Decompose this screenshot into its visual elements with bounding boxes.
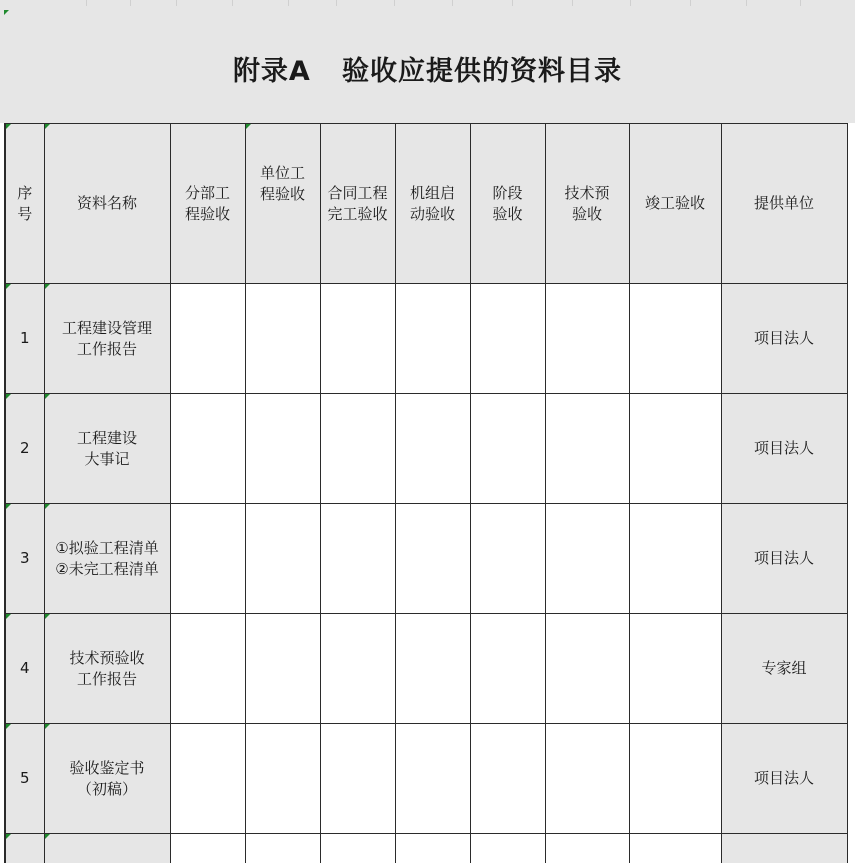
check-cell[interactable]: [245, 614, 320, 724]
header-provider-cell[interactable]: [721, 124, 847, 284]
provider-cell[interactable]: [721, 394, 847, 504]
check-cell[interactable]: [320, 284, 395, 394]
table-row: [5, 724, 847, 834]
check-cell[interactable]: [320, 724, 395, 834]
cell-comment-marker: [45, 724, 50, 729]
document-name: 技术预验收 工作报告: [69, 648, 145, 688]
check-cell[interactable]: [470, 724, 545, 834]
check-cell[interactable]: [470, 284, 545, 394]
check-cell[interactable]: [320, 504, 395, 614]
cell-comment-marker: [6, 124, 11, 129]
header-seq-cell[interactable]: [5, 124, 44, 284]
seq-cell[interactable]: [5, 724, 44, 834]
header-col6-cell[interactable]: [545, 124, 629, 284]
check-cell[interactable]: [545, 284, 629, 394]
table-row: [5, 614, 847, 724]
check-cell[interactable]: [545, 394, 629, 504]
cell-comment-marker: [45, 834, 50, 839]
provider-cell[interactable]: [721, 284, 847, 394]
table-row: [5, 504, 847, 614]
cell-comment-marker: [6, 284, 11, 289]
header-col2-label: 单位工 程验收: [259, 163, 305, 203]
cell-comment-marker: [45, 614, 50, 619]
name-cell[interactable]: [44, 834, 170, 863]
name-cell[interactable]: [44, 614, 170, 724]
cell-comment-marker: [246, 124, 251, 129]
provider-name: 专家组: [761, 659, 807, 677]
cell-comment-marker: [6, 504, 11, 509]
document-name: 验收鉴定书 （初稿）: [69, 758, 145, 798]
seq-number: 5: [19, 769, 30, 787]
header-col4-cell[interactable]: [395, 124, 470, 284]
cell-comment-marker: [45, 394, 50, 399]
seq-number: 3: [19, 549, 30, 567]
check-cell[interactable]: [395, 724, 470, 834]
check-cell[interactable]: [395, 394, 470, 504]
check-cell[interactable]: [395, 504, 470, 614]
seq-cell[interactable]: [5, 834, 44, 863]
cell-comment-marker: [6, 834, 11, 839]
check-cell[interactable]: [629, 394, 721, 504]
check-cell[interactable]: [545, 614, 629, 724]
cell-comment-marker: [45, 124, 50, 129]
seq-cell[interactable]: [5, 394, 44, 504]
check-cell[interactable]: [395, 284, 470, 394]
check-cell[interactable]: [629, 834, 721, 863]
header-col1-cell[interactable]: [170, 124, 245, 284]
name-cell[interactable]: [44, 504, 170, 614]
provider-name: 项目法人: [753, 549, 814, 567]
document-name: 工程建设管理 工作报告: [61, 318, 152, 358]
name-cell[interactable]: [44, 394, 170, 504]
seq-number: 1: [19, 329, 30, 347]
header-col2-cell[interactable]: [245, 124, 320, 284]
provider-cell[interactable]: [721, 504, 847, 614]
header-col7-label: 竣工验收: [644, 194, 705, 212]
header-name-label: 资料名称: [76, 194, 137, 212]
check-cell[interactable]: [170, 394, 245, 504]
header-col6-label: 技术预 验收: [564, 183, 610, 223]
cell-comment-marker: [6, 614, 11, 619]
title-cell[interactable]: [0, 6, 855, 123]
seq-cell[interactable]: [5, 284, 44, 394]
table-row: [5, 394, 847, 504]
check-cell[interactable]: [245, 834, 320, 863]
check-cell[interactable]: [245, 284, 320, 394]
check-cell[interactable]: [629, 614, 721, 724]
check-cell[interactable]: [320, 394, 395, 504]
name-cell[interactable]: [44, 284, 170, 394]
check-cell[interactable]: [395, 834, 470, 863]
check-cell[interactable]: [245, 724, 320, 834]
check-cell[interactable]: [470, 614, 545, 724]
cell-comment-marker: [6, 724, 11, 729]
page-title: 附录A 验收应提供的资料目录: [232, 56, 623, 87]
seq-cell[interactable]: [5, 504, 44, 614]
check-cell[interactable]: [170, 284, 245, 394]
header-col1-label: 分部工 程验收: [184, 183, 230, 223]
check-cell[interactable]: [245, 504, 320, 614]
check-cell[interactable]: [395, 614, 470, 724]
document-name: 工程建设 大事记: [76, 428, 137, 468]
provider-cell[interactable]: [721, 724, 847, 834]
provider-name: 项目法人: [753, 439, 814, 457]
seq-number: 4: [19, 659, 30, 677]
check-cell[interactable]: [170, 614, 245, 724]
cell-comment-marker: [45, 284, 50, 289]
check-cell[interactable]: [320, 614, 395, 724]
check-cell[interactable]: [170, 724, 245, 834]
check-cell[interactable]: [470, 394, 545, 504]
check-cell[interactable]: [470, 504, 545, 614]
provider-cell[interactable]: [721, 614, 847, 724]
provider-name: 项目法人: [753, 769, 814, 787]
check-cell[interactable]: [629, 284, 721, 394]
check-cell[interactable]: [629, 504, 721, 614]
check-cell[interactable]: [170, 504, 245, 614]
document-list-table: [4, 123, 848, 863]
document-name: ①拟验工程清单 ②未完工程清单: [55, 538, 159, 578]
check-cell[interactable]: [545, 834, 629, 863]
check-cell[interactable]: [170, 834, 245, 863]
header-provider-label: 提供单位: [753, 194, 814, 212]
header-col4-label: 机组启 动验收: [409, 183, 455, 223]
provider-name: 项目法人: [753, 329, 814, 347]
header-col7-cell[interactable]: [629, 124, 721, 284]
name-cell[interactable]: [44, 724, 170, 834]
table-row: [5, 834, 847, 863]
check-cell[interactable]: [320, 834, 395, 863]
check-cell[interactable]: [545, 724, 629, 834]
check-cell[interactable]: [245, 394, 320, 504]
check-cell[interactable]: [470, 834, 545, 863]
table-header-row: [5, 124, 847, 284]
header-name-cell[interactable]: [44, 124, 170, 284]
header-seq-label: 序 号: [17, 183, 33, 223]
table-row: [5, 284, 847, 394]
cell-comment-marker: [6, 394, 11, 399]
seq-number: 2: [19, 439, 30, 457]
header-col5-label: 阶段 验收: [492, 183, 523, 223]
check-cell[interactable]: [545, 504, 629, 614]
check-cell[interactable]: [629, 724, 721, 834]
header-col3-label: 合同工程 完工验收: [327, 183, 388, 223]
seq-cell[interactable]: [5, 614, 44, 724]
provider-cell[interactable]: [721, 834, 847, 863]
cell-comment-marker: [45, 504, 50, 509]
header-col3-cell[interactable]: [320, 124, 395, 284]
header-col5-cell[interactable]: [470, 124, 545, 284]
